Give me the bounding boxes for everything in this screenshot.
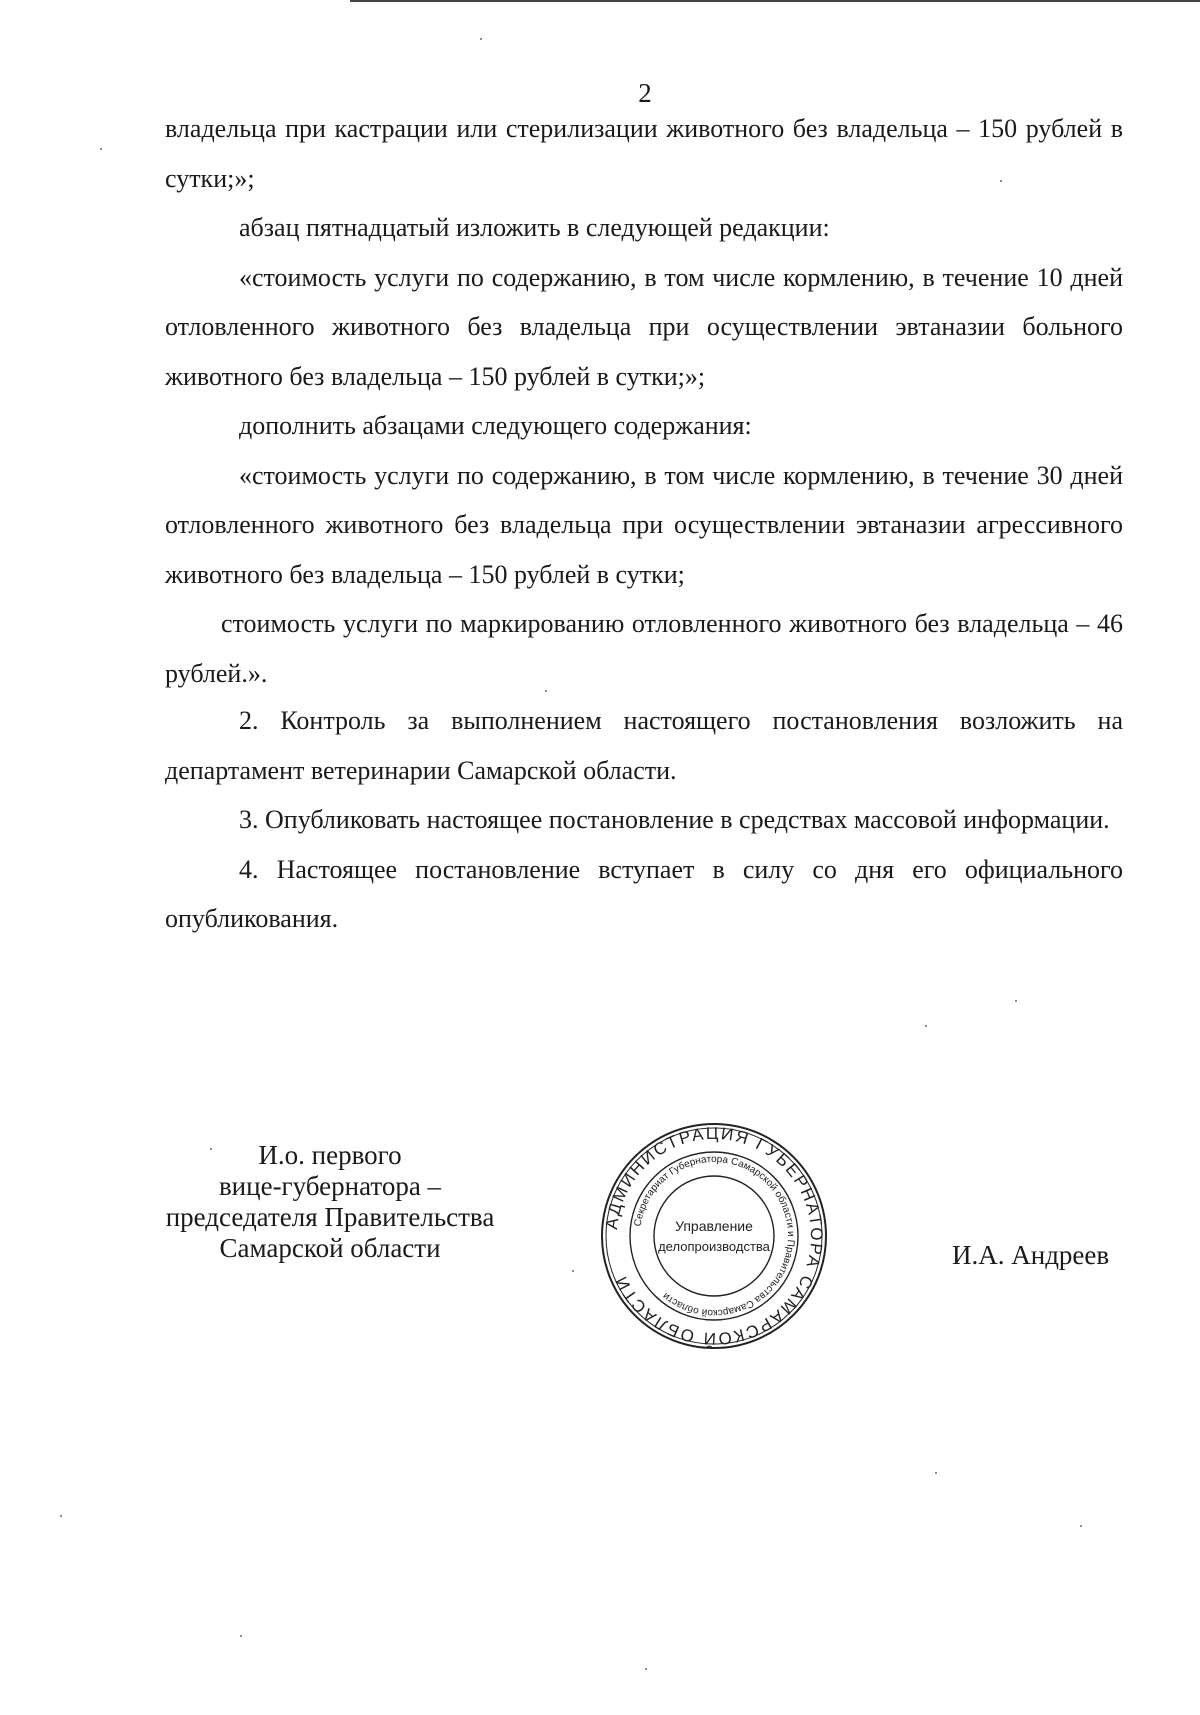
stamp-center-line: Управление <box>675 1218 753 1234</box>
position-line: Самарской области <box>219 1233 441 1263</box>
scan-speck <box>935 1472 937 1474</box>
document-body <box>165 104 1123 944</box>
paragraph: 3. Опубликовать настоящее постановление в средствах массовой информации. <box>239 805 1110 834</box>
paragraph: «стоимость услуги по содержанию, в том числе кормлению, в течение 30 дней отловленного животного без владельца при осуществлении эвтаназии агрессивного животного без владельца – 150 рублей в сутки; <box>165 460 1123 589</box>
paragraph: стоимость услуги по маркированию отловленного животного без владельца – 46 рублей.». <box>165 609 1123 688</box>
position-line: вице-губернатора – <box>218 1171 442 1201</box>
scan-speck <box>1015 1000 1017 1002</box>
paragraph: владельца при кастрации или стерилизации животного без владельца – 150 рублей в сутки;»; <box>165 114 1123 193</box>
signatory-name: И.А. Андреев <box>952 1240 1110 1270</box>
scan-speck <box>545 690 547 692</box>
stamp-inner-ring-text: Секретариат Губернатора Самарской области и Правительства Самарской области <box>632 1153 797 1319</box>
paragraph: дополнить абзацами следующего содержания: <box>239 411 752 440</box>
paragraph: «стоимость услуги по содержанию, в том числе кормлению, в течение 10 дней отловленного животного без владельца при осуществлении эвтаназии больного животного без владельца – 150 рублей в сутки;»; <box>165 262 1123 391</box>
stamp-outer-text: АДМИНИСТРАЦИЯ ГУБЕРНАТОРА САМАРСКОЙ ОБЛАСТИ <box>602 1123 827 1349</box>
scan-speck <box>1080 1525 1082 1527</box>
scan-speck <box>925 1025 927 1027</box>
official-seal-stamp <box>598 1120 830 1352</box>
position-line: И.о. первого <box>258 1140 402 1170</box>
top-border-line <box>350 0 1200 2</box>
scan-speck <box>210 1148 212 1150</box>
scan-speck <box>60 1515 62 1517</box>
scan-speck <box>480 38 482 40</box>
scan-speck <box>100 148 102 150</box>
svg-text:Секретариат Губернатора Самарс <box>633 1154 796 1318</box>
position-line: председателя Правительства <box>165 1202 495 1232</box>
stamp-center-line: делопроизводства <box>658 1239 770 1254</box>
scan-speck <box>645 1668 647 1670</box>
paragraph: 2. Контроль за выполнением настоящего постановления возложить на департамент ветеринарии Самарской области. <box>165 706 1123 785</box>
paragraph: абзац пятнадцатый изложить в следующей редакции: <box>239 213 830 242</box>
scan-speck <box>1000 180 1002 182</box>
signatory-position <box>150 1140 510 1264</box>
scan-speck <box>572 1270 574 1272</box>
scan-speck <box>240 1635 242 1637</box>
page-number: 2 <box>638 78 652 108</box>
paragraph: 4. Настоящее постановление вступает в силу со дня его официального опубликования. <box>165 854 1123 933</box>
